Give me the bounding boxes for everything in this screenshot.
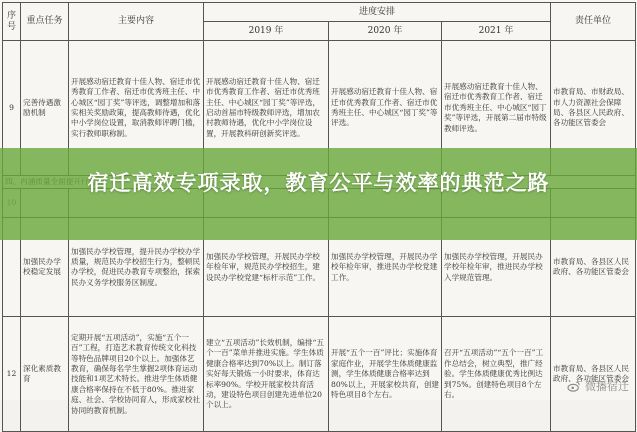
header-row: [3, 3, 636, 22]
row-task: 深化素质教育: [21, 317, 69, 432]
table-row: [3, 317, 636, 432]
header-2020: 2020 年: [329, 22, 442, 41]
banner-title: 宿迁高效专项录取，教育公平与效率的典范之路: [87, 171, 550, 195]
row-2019: 开展感动宿迁教育十佳人物、宿迁市优秀教育工作者、宿迁市优秀班主任、中心城区“园丁奖”等评选，启动首届市特级教师评选，增加农村教师待遇，优化中小学岗位设置，开展教科研创新奖评选。: [204, 41, 329, 176]
row-content: 加强民办学校管理，提升民办学校办学质量，规范民办学校招生行为，整顿民办学校，促进民办教育专项整治，探索民办义务学校服务区制度。: [69, 218, 204, 317]
row-number: 9: [3, 41, 21, 176]
row-2020: 开展感动宿迁教育十佳人物、宿迁市优秀教育工作者、宿迁市优秀班主任、中心城区“园丁奖”等评选。: [329, 41, 442, 176]
row-number: 12: [3, 317, 21, 432]
header-content: 主要内容: [69, 3, 204, 41]
row-task: 加强民办学校稳定发展: [21, 218, 69, 317]
row-owner: 市教育局、各县区人民政府、各功能区管委会: [551, 218, 636, 317]
header-task: 重点任务: [21, 3, 69, 41]
row-2020: 加强民办学校管理，开展民办学校年检年审，推进民办学校党建工作。: [329, 218, 442, 317]
row-owner: 市教育局、各县区人民政府、各功能区管委会: [551, 317, 636, 432]
row-2019: 建立“五项活动”长效机制，编排“五个一百”菜单并推进实施。学生体质健康合格率达到70%以上。制订落实好每天锻炼一小时要求，体育达标率90%。学校开展家校共育活动，建设特色项目创建先进单位20个以上。: [204, 317, 329, 432]
watermark-text: 微播宿迁: [585, 380, 629, 393]
row-2020: 开展“五个一百”评比；实施体育家庭作业，开展学生体质健康监测，学生体质健康合格率达到80%以上，开展家校共育，创建特色项目8个左右。: [329, 317, 442, 432]
row-2019: 加强民办学校管理，开展民办学校年检年审，规范民办学校招生，建设民办学校党建“标杆示范”工作。: [204, 218, 329, 317]
weibo-icon: [567, 380, 581, 392]
row-content: 定期开展“五项活动”，实施“五个一百”工程，打造艺术教育传统文化科技等特色品牌项目20个以上。加强体艺教育，确保每名学生掌握2项体育运动技能和1项艺术特长。推进学生体质健康合格率保持在不低于80%。推进家庭、社会、学校协同育人，形成家校社协同的教育机制。: [69, 317, 204, 432]
row-owner: 市教育局、市财政局、市人力资源社会保障局、各县区人民政府、各功能区管委会: [551, 41, 636, 176]
row-2021: 开展感动宿迁教育十佳人物、宿迁市优秀教育工作者、宿迁市优秀班主任、中心城区“园丁奖”等评选，开展第二届市特级教师评选。: [442, 41, 551, 176]
watermark: [567, 378, 629, 394]
header-2021: 2021 年: [442, 22, 551, 41]
row-content: 开展感动宿迁教育十佳人物、宿迁市优秀教育工作者、宿迁市优秀班主任、中心城区“园丁奖”等评选，调整增加和落实相关奖励政策，提高教师待遇，优化中小学岗位设置，取消教师评聘门槛，实行教师职称制。: [69, 41, 204, 176]
row-task: 完善待遇激励机制: [21, 41, 69, 176]
header-schedule: 进度安排: [204, 3, 551, 22]
header-2019: 2019 年: [204, 22, 329, 41]
header-seq: 序号: [3, 3, 21, 41]
row-2021: 加强民办学校管理，开展民办学校年检年审，推进民办学校入学规范管理。: [442, 218, 551, 317]
row-2021: 召开“五项活动”“五个一百”工作总结会，树立典型，推广经验。学生体质健康优秀比例达到75%。创建特色项目8个左右。: [442, 317, 551, 432]
header-owner: 责任单位: [551, 3, 636, 41]
